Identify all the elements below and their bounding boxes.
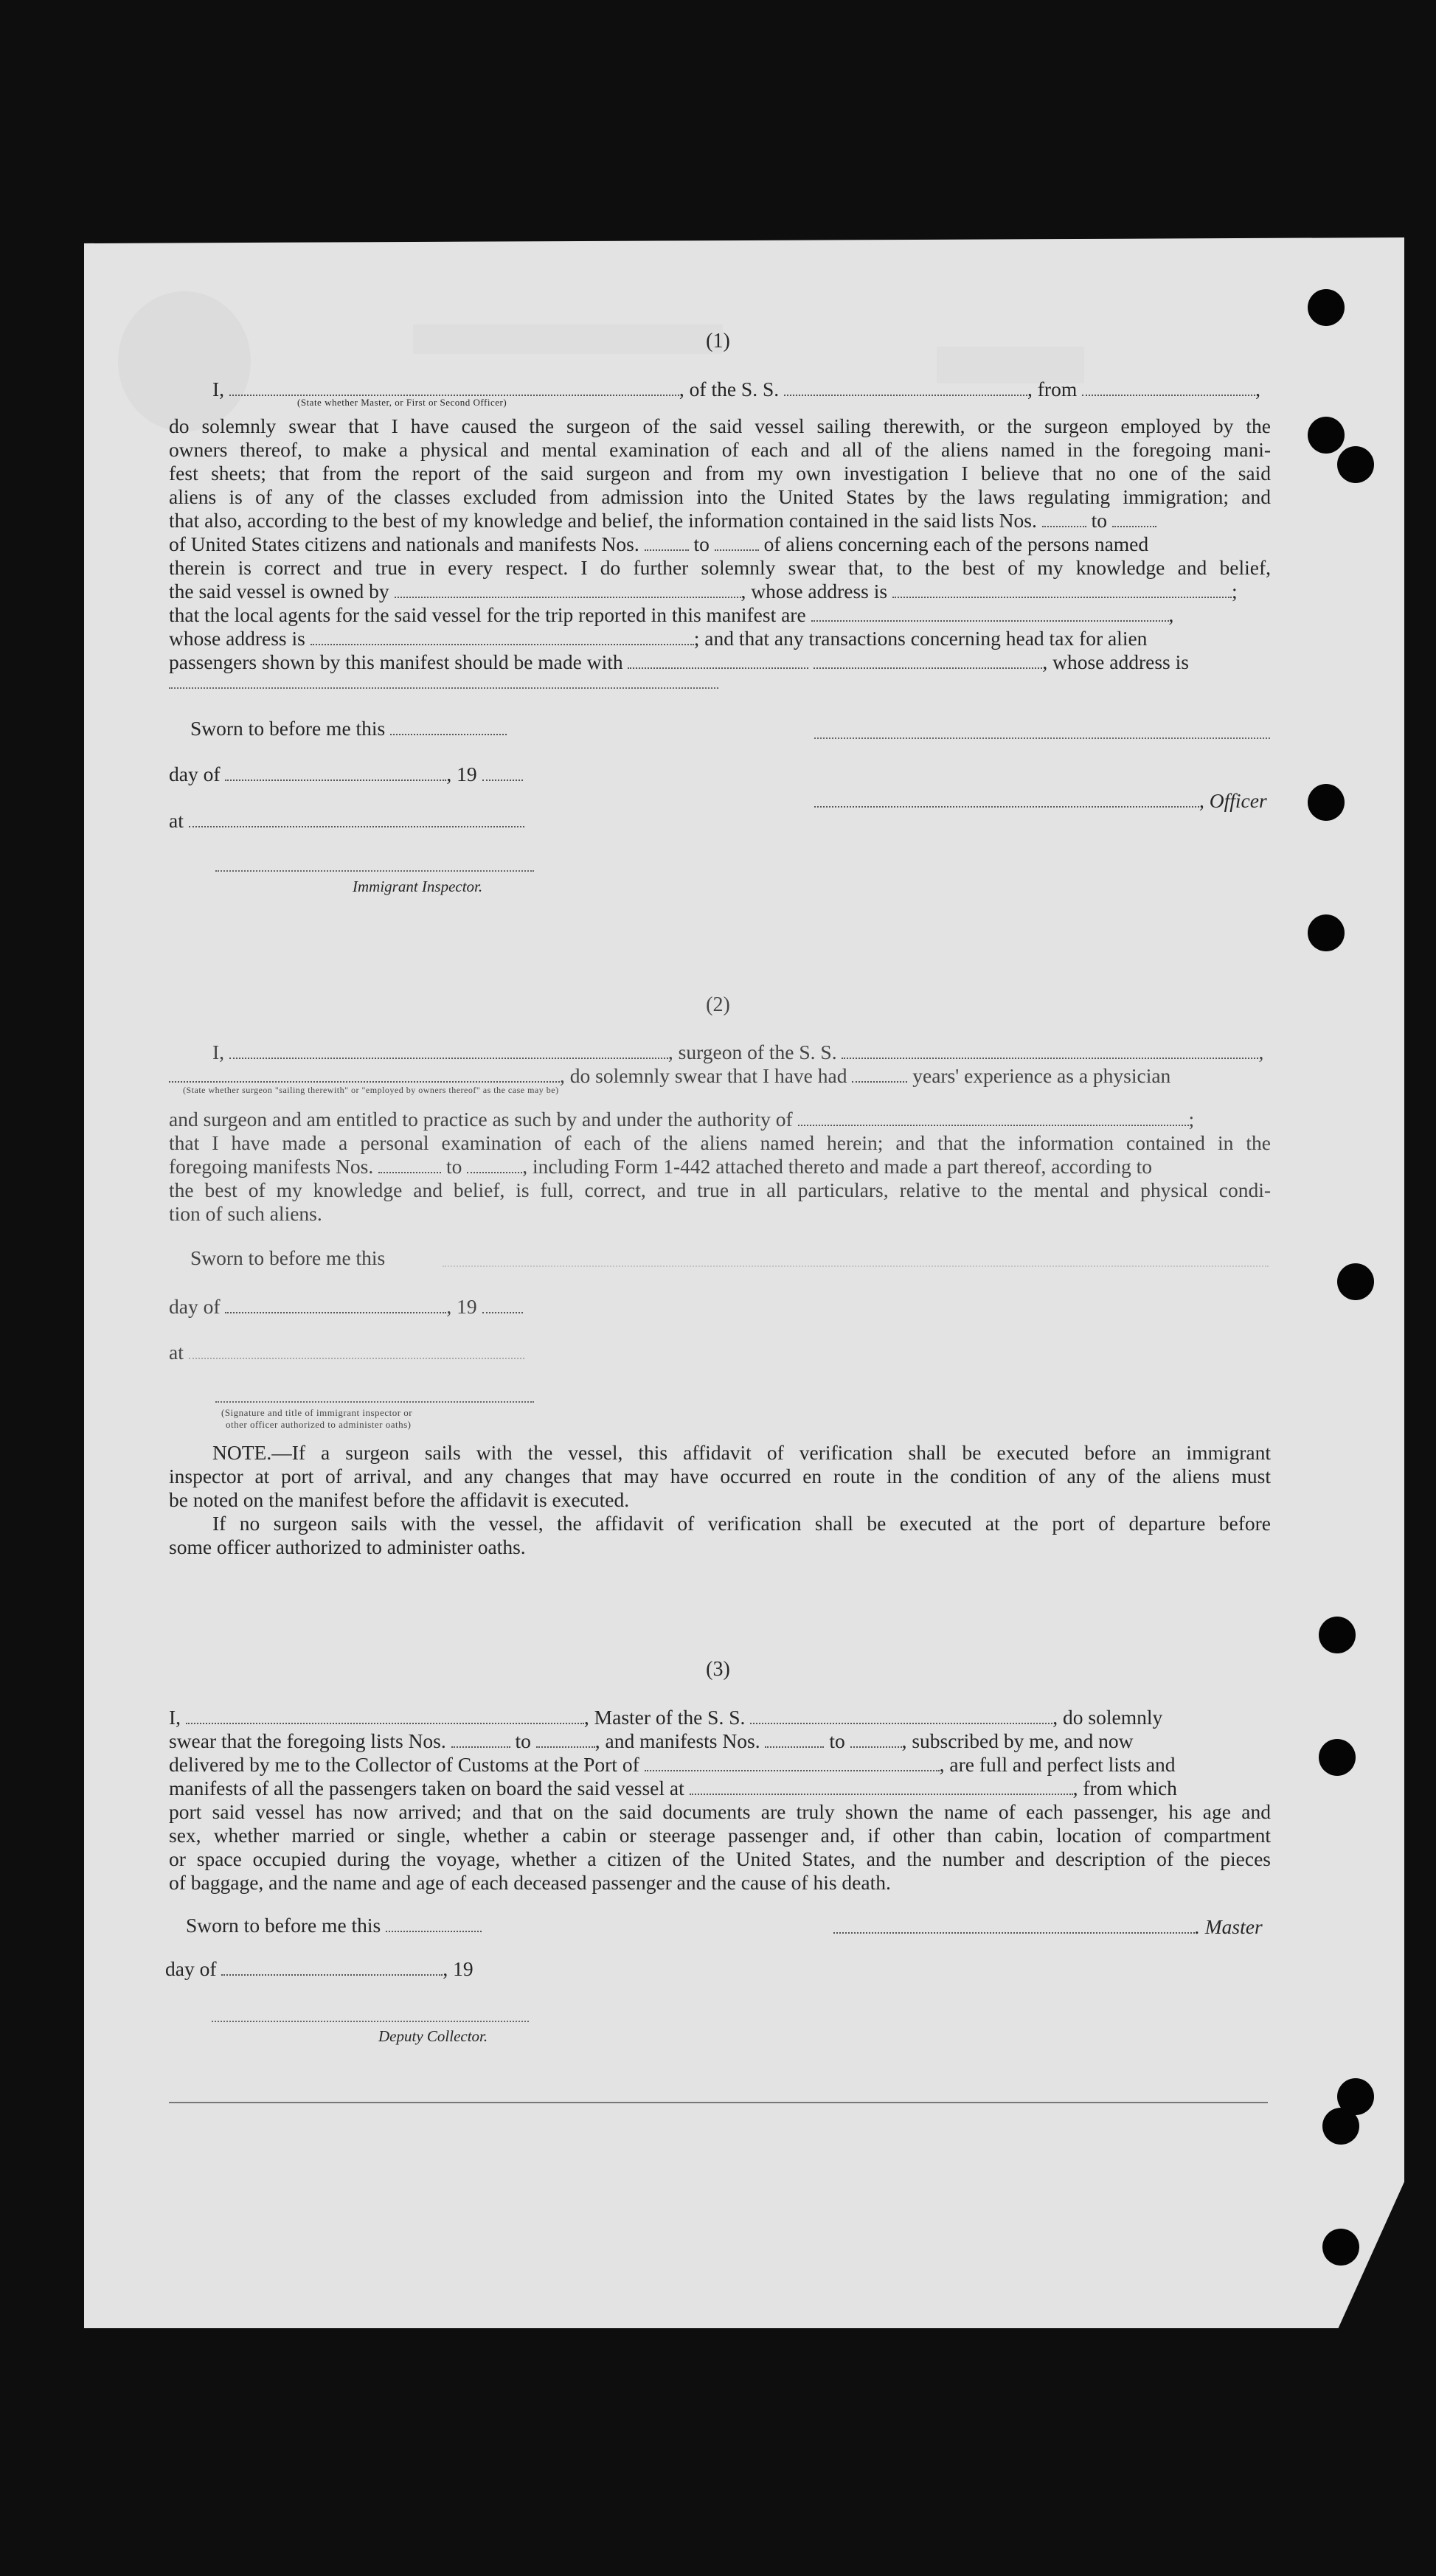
s1-caption: (State whether Master, or First or Second Officer) xyxy=(297,397,507,408)
s2-manifests-line xyxy=(169,1155,1271,1178)
s3-manifests-to: to xyxy=(829,1729,845,1752)
s1-owned-line xyxy=(169,580,1271,603)
s1-ss-label: , of the S. S. xyxy=(679,378,780,400)
punch-hole xyxy=(1319,1617,1356,1653)
s1-body-line: do solemnly swear that I have caused the surgeon of the said vessel sailing therewith, or the surgeon employed by the xyxy=(169,414,1271,437)
s3-line1-i: I, xyxy=(169,1706,181,1729)
s3-departure-port-blank[interactable] xyxy=(690,1780,1073,1795)
s2-solemnly: , do solemnly swear that I have had xyxy=(560,1064,847,1087)
s3-day-of-text: day of xyxy=(165,1957,217,1980)
s2-ss-label: , surgeon of the S. S. xyxy=(667,1041,837,1063)
s2-at-text: at xyxy=(169,1341,184,1364)
s2-sworn-text: Sworn to before me this xyxy=(190,1246,386,1269)
s1-sworn-text: Sworn to before me this xyxy=(190,717,386,740)
s3-lists-text: swear that the foregoing lists Nos. xyxy=(169,1729,446,1752)
s2-authority-text: and surgeon and am entitled to practice as such by and under the authority of xyxy=(169,1108,793,1131)
s1-body-line-lists xyxy=(169,509,1271,532)
s3-line2 xyxy=(169,1729,1271,1753)
s3-manifests-text: , and manifests Nos. xyxy=(594,1729,760,1752)
s1-at xyxy=(169,809,524,833)
s3-master-line xyxy=(833,1915,1263,1939)
s3-body-line-last: of baggage, and the name and age of each deceased passenger and the cause of his death. xyxy=(169,1871,891,1894)
s2-capacity-blank[interactable] xyxy=(169,1068,560,1083)
s3-lists-to: to xyxy=(515,1729,531,1752)
s1-line1-i: I, xyxy=(212,378,225,400)
s3-subscribed-text: , subscribed by me, and now xyxy=(901,1729,1134,1752)
s1-owner-address-blank[interactable] xyxy=(892,583,1232,598)
s2-caption: (State whether surgeon "sailing therewith" or "employed by owners thereof" as the case may be) xyxy=(183,1085,559,1095)
s3-port-text: delivered by me to the Collector of Customs at the Port of xyxy=(169,1753,639,1776)
s1-manifests-to: to xyxy=(693,532,710,555)
s1-signature-line[interactable] xyxy=(814,737,1270,739)
s1-passengers-line xyxy=(169,650,1271,674)
s3-ss-label: , Master of the S. S. xyxy=(583,1706,746,1729)
s2-at xyxy=(169,1341,524,1364)
punch-hole xyxy=(1308,289,1345,326)
s3-line1 xyxy=(169,1706,1271,1729)
s1-line1-end: , xyxy=(1255,378,1260,400)
s3-sworn-day-blank[interactable] xyxy=(386,1917,482,1932)
s2-note-line: If no surgeon sails with the vessel, the affidavit of verification shall be executed at the port of departure before xyxy=(212,1512,1271,1535)
s1-body-line: aliens is of any of the classes excluded from admission into the United States by the laws regulating immigration; and xyxy=(169,485,1271,508)
s2-manifests-from-blank[interactable] xyxy=(378,1159,441,1173)
s3-deputy-signature-line[interactable] xyxy=(212,2021,529,2022)
s2-semicolon: ; xyxy=(1188,1108,1195,1131)
punch-hole xyxy=(1322,2108,1359,2145)
s2-note-line: inspector at port of arrival, and any changes that may have occurred en route in the condition of any of the aliens must xyxy=(169,1465,1271,1487)
punch-hole xyxy=(1337,1263,1374,1300)
s1-from-blank[interactable] xyxy=(1082,381,1255,396)
section-3-number: (3) xyxy=(706,1658,730,1681)
s2-form-text: , including Form 1-442 attached thereto and made a part thereof, according to xyxy=(522,1155,1152,1178)
s1-officer-blank[interactable] xyxy=(814,793,1199,808)
s3-deputy-label: Deputy Collector. xyxy=(378,2027,488,2045)
s1-agents-line xyxy=(169,603,1271,627)
s1-inspector-signature-line[interactable] xyxy=(215,870,534,872)
s1-name-blank[interactable] xyxy=(229,381,679,396)
s1-body-line: owners thereof, to make a physical and mental examination of each and all of the aliens named in the foregoing mani- xyxy=(169,438,1271,461)
s3-vessel-blank[interactable] xyxy=(750,1709,1052,1724)
s1-sworn-day-blank[interactable] xyxy=(390,721,507,735)
s3-lists-to-blank[interactable] xyxy=(536,1733,595,1748)
s2-year-blank[interactable] xyxy=(482,1299,523,1313)
s3-body-line: port said vessel has now arrived; and that on the said documents are truly shown the name of each passenger, his age and xyxy=(169,1800,1271,1823)
s2-manifests-text: foregoing manifests Nos. xyxy=(169,1155,374,1178)
s2-sworn-faint-line[interactable] xyxy=(443,1266,1269,1267)
s3-line3 xyxy=(169,1753,1271,1777)
s1-body-line-manifests xyxy=(169,532,1271,556)
s3-manifests-from-blank[interactable] xyxy=(765,1733,824,1748)
s1-inspector-label: Immigrant Inspector. xyxy=(353,878,483,895)
s3-lists-from-blank[interactable] xyxy=(451,1733,510,1748)
s1-day-of xyxy=(169,763,523,786)
s2-at-blank[interactable] xyxy=(189,1344,524,1359)
s3-manifests-to-blank[interactable] xyxy=(850,1733,902,1748)
s1-whose-address-text: whose address is xyxy=(169,627,305,650)
s1-agents-blank[interactable] xyxy=(811,607,1169,622)
s1-body-line: fest sheets; that from the report of the said surgeon and from my own investigation I believe that no one of the said xyxy=(169,462,1271,485)
s1-manifests-to-blank[interactable] xyxy=(715,536,759,551)
s3-port-blank[interactable] xyxy=(645,1757,940,1771)
s2-authority-line xyxy=(169,1108,1271,1131)
s2-vessel-blank[interactable] xyxy=(842,1044,1258,1059)
bleed-through-stamp xyxy=(118,291,251,431)
s1-day-of-text: day of xyxy=(169,763,221,785)
s1-head-tax: ; and that any transactions concerning head tax for alien xyxy=(693,627,1148,650)
punch-hole xyxy=(1308,417,1345,454)
s2-manifests-to-blank[interactable] xyxy=(467,1159,522,1173)
s1-manifests-text: of United States citizens and nationals and manifests Nos. xyxy=(169,532,639,555)
s1-from-label: , from xyxy=(1027,378,1078,400)
s2-day-of xyxy=(169,1295,523,1319)
s3-perfect-text: , are full and perfect lists and xyxy=(939,1753,1176,1776)
s1-body-line: therein is correct and true in every respect. I do further solemnly swear that, to the best of my knowledge and belief, xyxy=(169,556,1271,579)
s1-year-blank[interactable] xyxy=(482,766,523,781)
s1-manifests-from-blank[interactable] xyxy=(645,536,689,551)
s3-line4 xyxy=(169,1777,1271,1800)
s2-manifests-to: to xyxy=(446,1155,462,1178)
s3-master-blank[interactable] xyxy=(833,1919,1195,1934)
punch-hole xyxy=(1337,446,1374,483)
s1-whose-address-2: , whose address is xyxy=(1042,650,1189,673)
s3-taken-text: manifests of all the passengers taken on board the said vessel at xyxy=(169,1777,684,1799)
s3-body-line: or space occupied during the voyage, whether a citizen of the United States, and the number and description of the pieces xyxy=(169,1847,1271,1870)
section-2-number: (2) xyxy=(706,993,730,1016)
s2-body-line-last: tion of such aliens. xyxy=(169,1202,322,1225)
s2-signature-line[interactable] xyxy=(215,1401,534,1403)
s1-agent-address-blank[interactable] xyxy=(311,631,694,645)
s2-years-label: years' experience as a physician xyxy=(912,1064,1171,1087)
s1-sworn xyxy=(190,717,507,740)
s3-year: , 19 xyxy=(443,1957,474,1980)
s2-name-blank[interactable] xyxy=(229,1044,668,1059)
s1-lists-text: that also, according to the best of my knowledge and belief, the information contained in the said lists Nos. xyxy=(169,509,1037,532)
s2-years-blank[interactable] xyxy=(852,1068,907,1083)
s1-agents-text: that the local agents for the said vessel for the trip reported in this manifest are xyxy=(169,603,806,626)
s1-comma: , xyxy=(1168,603,1174,626)
s1-officer-line xyxy=(814,789,1267,813)
s1-head-tax-blank-1[interactable] xyxy=(628,654,808,669)
s2-day-of-text: day of xyxy=(169,1295,221,1318)
s3-master-label: . Master xyxy=(1195,1915,1263,1938)
s1-of-aliens: of aliens concerning each of the persons named xyxy=(763,532,1149,555)
s1-year: , 19 xyxy=(446,763,477,785)
s1-whose-address: , whose address is xyxy=(740,580,888,603)
s1-lists-from-blank[interactable] xyxy=(1042,513,1086,527)
s1-address-continuation-line[interactable] xyxy=(169,687,718,689)
s1-month-blank[interactable] xyxy=(225,766,446,781)
s1-head-tax-blank-2[interactable] xyxy=(814,654,1042,669)
s1-passengers-text: passengers shown by this manifest should be made with xyxy=(169,650,623,673)
s1-lists-to: to xyxy=(1091,509,1108,532)
s2-month-blank[interactable] xyxy=(225,1299,446,1313)
s2-body-line: the best of my knowledge and belief, is full, correct, and true in all particulars, relative to the mental and physical condi- xyxy=(169,1178,1271,1201)
s1-at-text: at xyxy=(169,809,184,832)
s3-month-blank[interactable] xyxy=(221,1961,443,1976)
s3-sworn xyxy=(186,1914,482,1937)
s2-body-line: that I have made a personal examination of each of the aliens named herein; and that the information contained in the xyxy=(169,1131,1271,1154)
s2-line1 xyxy=(212,1041,1263,1064)
s3-name-blank[interactable] xyxy=(186,1709,584,1724)
s2-authority-blank[interactable] xyxy=(798,1111,1189,1126)
punch-hole xyxy=(1308,914,1345,951)
s1-agent-address-line xyxy=(169,627,1271,650)
s3-from-which: , from which xyxy=(1072,1777,1177,1799)
s3-sworn-text: Sworn to before me this xyxy=(186,1914,381,1937)
section-1-number: (1) xyxy=(706,330,730,353)
s2-line1-i: I, xyxy=(212,1041,225,1063)
punch-hole xyxy=(1308,784,1345,821)
s2-line1-end: , xyxy=(1258,1041,1264,1063)
s3-line1-end: , do solemnly xyxy=(1052,1706,1163,1729)
s2-note-line: NOTE.—If a surgeon sails with the vessel, this affidavit of verification shall be executed before an immigrant xyxy=(212,1441,1271,1464)
s3-body-line: sex, whether married or single, whether a cabin or steerage passenger and, if other than cabin, location of compartment xyxy=(169,1824,1271,1847)
s2-sworn xyxy=(190,1246,385,1270)
s1-at-blank[interactable] xyxy=(189,813,524,827)
s1-lists-to-blank[interactable] xyxy=(1112,513,1156,527)
s2-note-line: some officer authorized to administer oaths. xyxy=(169,1535,526,1558)
s1-officer-label: , Officer xyxy=(1199,789,1267,812)
s1-semicolon: ; xyxy=(1231,580,1238,603)
s2-sig-caption-2: other officer authorized to administer oaths) xyxy=(226,1419,412,1430)
punch-hole xyxy=(1322,2229,1359,2266)
s3-day-of xyxy=(165,1957,474,1981)
punch-hole xyxy=(1319,1739,1356,1776)
s1-owned-text: the said vessel is owned by xyxy=(169,580,389,603)
s1-owner-blank[interactable] xyxy=(395,583,741,598)
s2-note-line: be noted on the manifest before the affidavit is executed. xyxy=(169,1488,630,1511)
s2-sig-caption-1: (Signature and title of immigrant inspector or xyxy=(221,1407,413,1418)
footer-rule xyxy=(169,2102,1268,2103)
s2-year: , 19 xyxy=(446,1295,477,1318)
s1-vessel-blank[interactable] xyxy=(784,381,1027,396)
